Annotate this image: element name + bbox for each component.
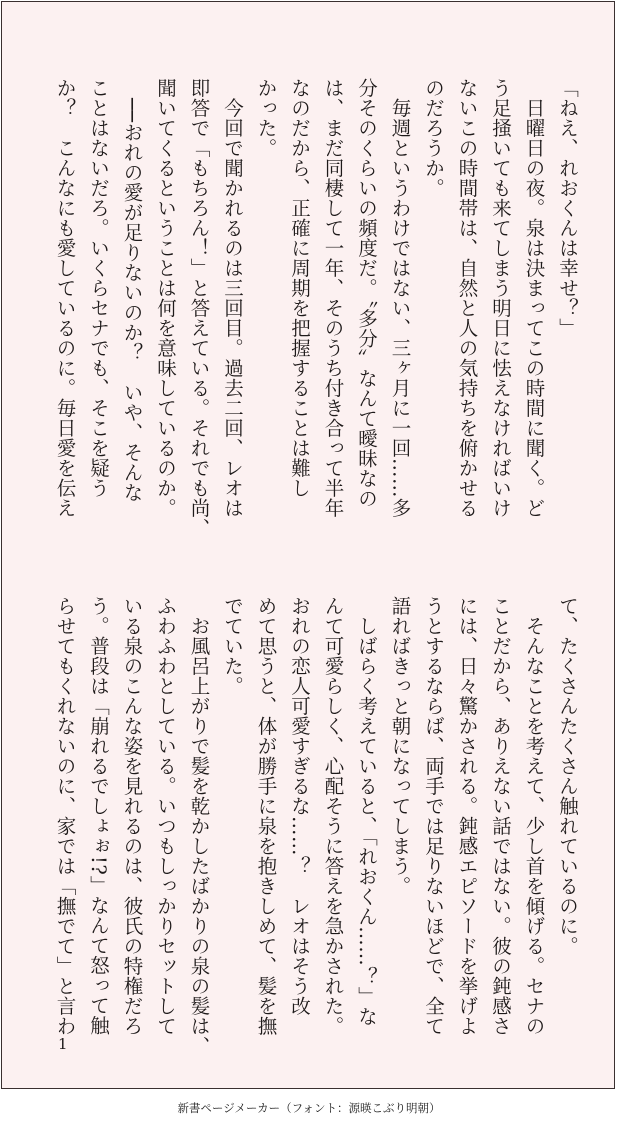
text-column: しばらく考えていると、「れおくん……？」な (355, 596, 378, 1027)
text-column: う。普段は「崩れるでしょぉ!?」なんて怒って触 (87, 596, 110, 1036)
text-column: いる泉のこんな姿を見れるのは、彼氏の特権だろ (120, 596, 144, 1036)
text-column: 今回で聞かれるのは三回目。過去二回、レオは (221, 78, 244, 518)
text-column: は、まだ同棲して一年、そのうち付き合って半年 (321, 78, 345, 518)
text-column: ふわふわとしている。いつもしっかりセットして (154, 596, 177, 1036)
text-column: 分そのくらいの頻度だ。〝多分〟なんて曖昧なの (355, 78, 378, 509)
text-column: 語ればきっと朝になってしまう。 (388, 596, 412, 896)
book-page (1, 1, 615, 1089)
text-column: んて可愛らしく、心配そうに答えを急かされた。 (321, 596, 345, 1036)
text-column: 毎週というわけではない、三ヶ月に一回……多 (388, 78, 412, 518)
upper-text-block (48, 78, 584, 538)
text-column: なのだから、正確に周期を把握することは難し (288, 78, 311, 498)
text-column: かった。 (254, 78, 278, 158)
page-number: 1 (58, 1035, 68, 1053)
text-column: のだろうか。 (422, 78, 445, 198)
text-column: そんなことを考えて、少し首を傾げる。セナの (522, 596, 546, 1036)
text-column: て、たくさんたくさん触れているのに。 (556, 596, 579, 956)
text-column: らせてもくれないのに、家では「撫でて」と言わ (53, 596, 77, 1036)
text-column: ことはないだろ。いくらセナでも、そこを疑う (87, 78, 110, 498)
text-column: ──おれの愛が足りないのか？ いや、そんな (120, 78, 144, 503)
text-column: う足掻いても来てしまう明日に怯えなければいけ (489, 78, 512, 518)
text-column: ことだから、ありえない話ではない。彼の鈍感さ (489, 596, 512, 1036)
text-column: うとするならば、両手では足りないほどで、全て (422, 596, 445, 1036)
text-column: 聞いてくるということは何を意味しているのか。 (154, 78, 177, 518)
text-column: 日曜日の夜。泉は決まってこの時間に聞く。ど (522, 78, 546, 518)
text-column: おれの恋人可愛すぎるな……？ レオはそう改 (288, 596, 311, 1016)
text-column: でていた。 (221, 596, 244, 696)
text-column: 「ねえ、れおくんは幸せ？」 (556, 78, 579, 338)
text-column: お風呂上がりで髪を乾かしたばかりの泉の髪は、 (187, 596, 211, 1056)
lower-text-block (48, 596, 584, 1056)
text-column: 即答で「もちろん！」と答えている。それでも尚、 (187, 78, 211, 538)
text-column: には、日々驚かされる。鈍感エピソードを挙げよ (455, 596, 479, 1036)
text-column: めて思うと、体が勝手に泉を抱きしめて、髪を撫 (254, 596, 278, 1036)
text-column: か？ こんなにも愛しているのに。毎日愛を伝え (53, 78, 77, 518)
text-column: ないこの時間帯は、自然と人の気持ちを俯かせる (455, 78, 479, 518)
footer-credit: 新書ページメーカー（フォント：源暎こぶり明朝） (177, 1101, 441, 1115)
